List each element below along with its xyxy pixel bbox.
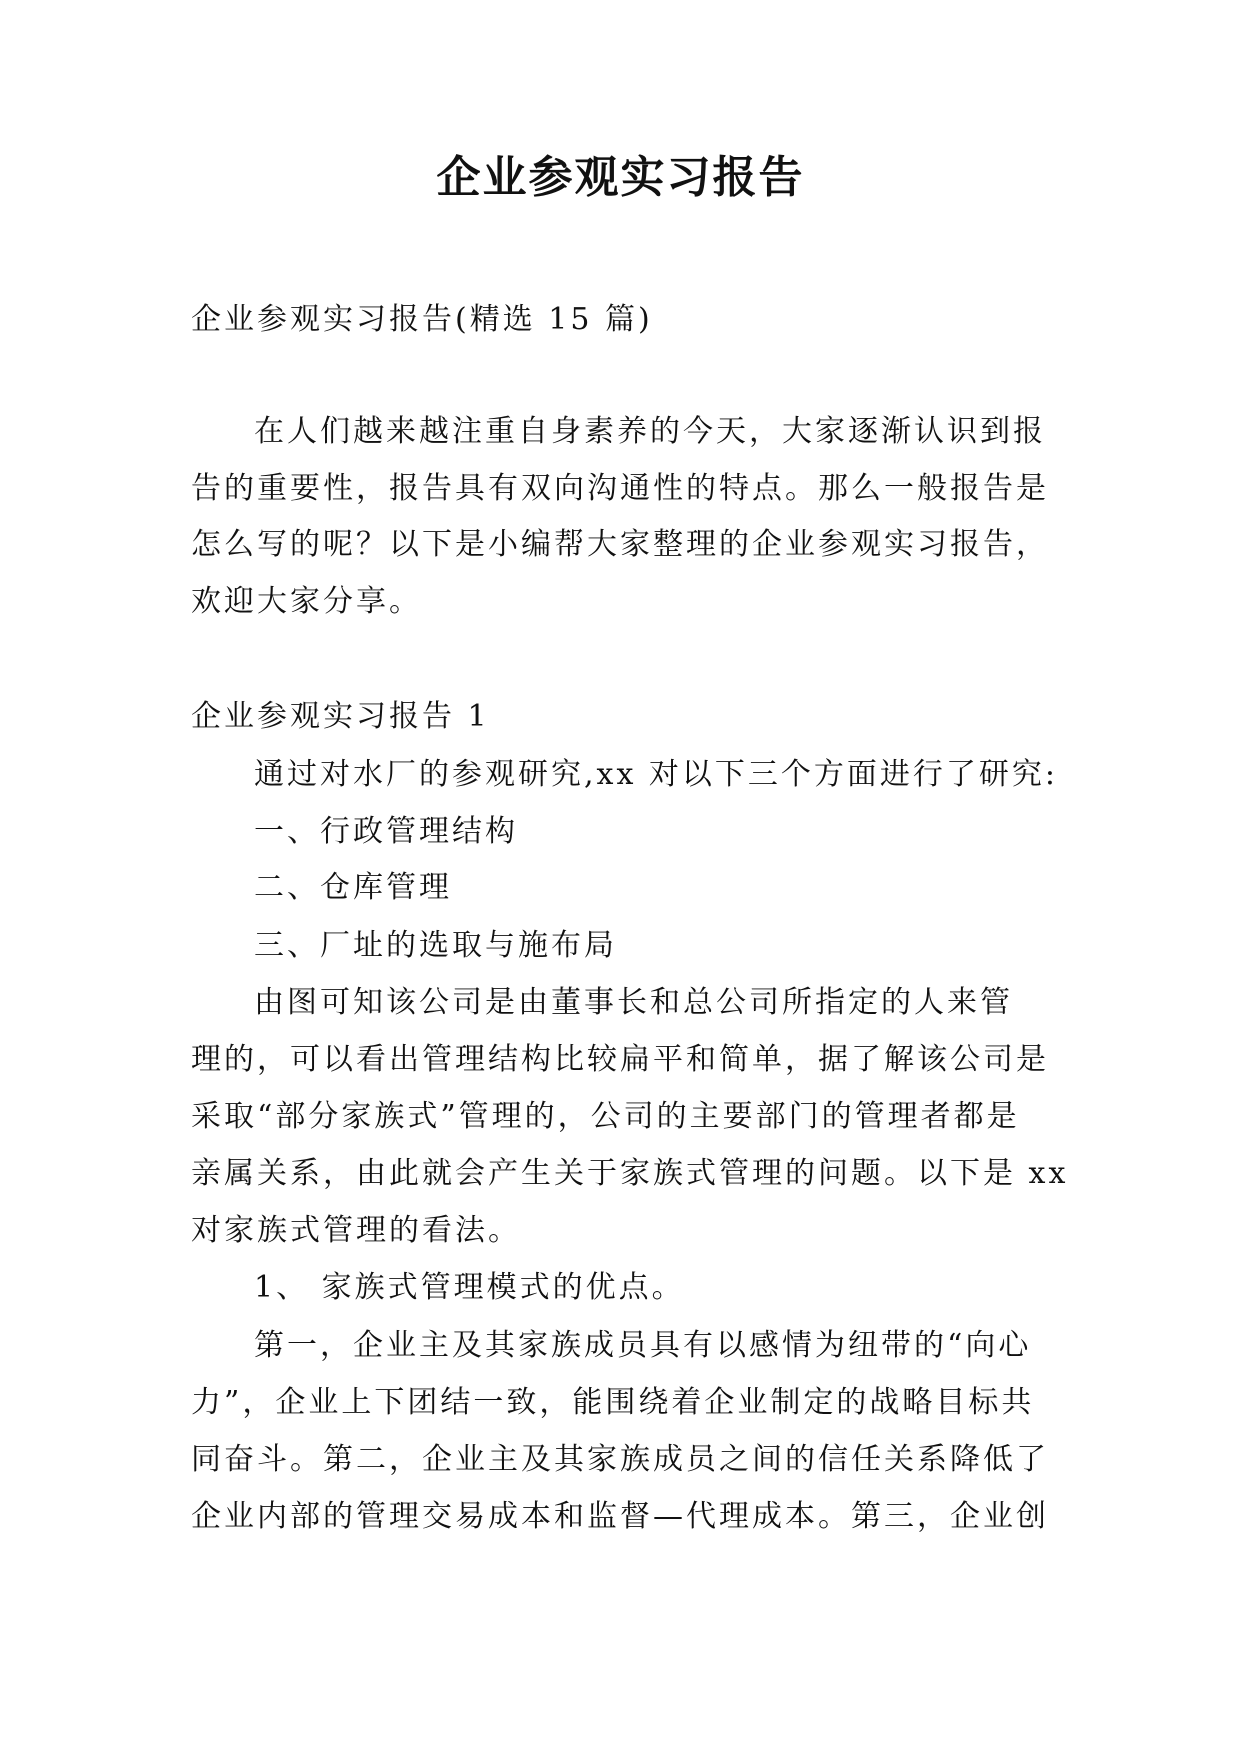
paragraph-line: 对家族式管理的看法。: [191, 1213, 521, 1248]
intro-line: 欢迎大家分享。: [191, 584, 422, 619]
paragraph-line: 企业内部的管理交易成本和监督—代理成本。第三，企业创: [191, 1499, 1049, 1534]
section-heading: 企业参观实习报告 1: [191, 699, 490, 734]
list-item: 一、行政管理结构: [254, 814, 518, 849]
paragraph-line: 亲属关系，由此就会产生关于家族式管理的问题。以下是 xx: [191, 1156, 1069, 1191]
paragraph-line: 同奋斗。第二，企业主及其家族成员之间的信任关系降低了: [191, 1442, 1049, 1477]
section-lead: 通过对水厂的参观研究,xx 对以下三个方面进行了研究:: [254, 757, 1059, 792]
paragraph-line: 由图可知该公司是由董事长和总公司所指定的人来管: [254, 985, 1013, 1020]
intro-line: 在人们越来越注重自身素养的今天，大家逐渐认识到报: [254, 414, 1046, 449]
paragraph-line: 理的，可以看出管理结构比较扁平和简单，据了解该公司是: [191, 1042, 1049, 1077]
document-subtitle: 企业参观实习报告(精选 15 篇): [191, 302, 653, 337]
paragraph-line: 力”，企业上下团结一致，能围绕着企业制定的战略目标共: [191, 1385, 1035, 1420]
intro-line: 告的重要性，报告具有双向沟通性的特点。那么一般报告是: [191, 471, 1049, 506]
point-heading: 1、 家族式管理模式的优点。: [254, 1270, 685, 1305]
list-item: 二、仓库管理: [254, 870, 452, 905]
document-title: 企业参观实习报告: [436, 152, 805, 203]
paragraph-line: 采取“部分家族式”管理的，公司的主要部门的管理者都是: [191, 1099, 1020, 1134]
paragraph-line: 第一，企业主及其家族成员具有以感情为纽带的“向心: [254, 1328, 1032, 1363]
intro-line: 怎么写的呢？以下是小编帮大家整理的企业参观实习报告，: [191, 527, 1049, 562]
list-item: 三、厂址的选取与施布局: [254, 928, 617, 963]
